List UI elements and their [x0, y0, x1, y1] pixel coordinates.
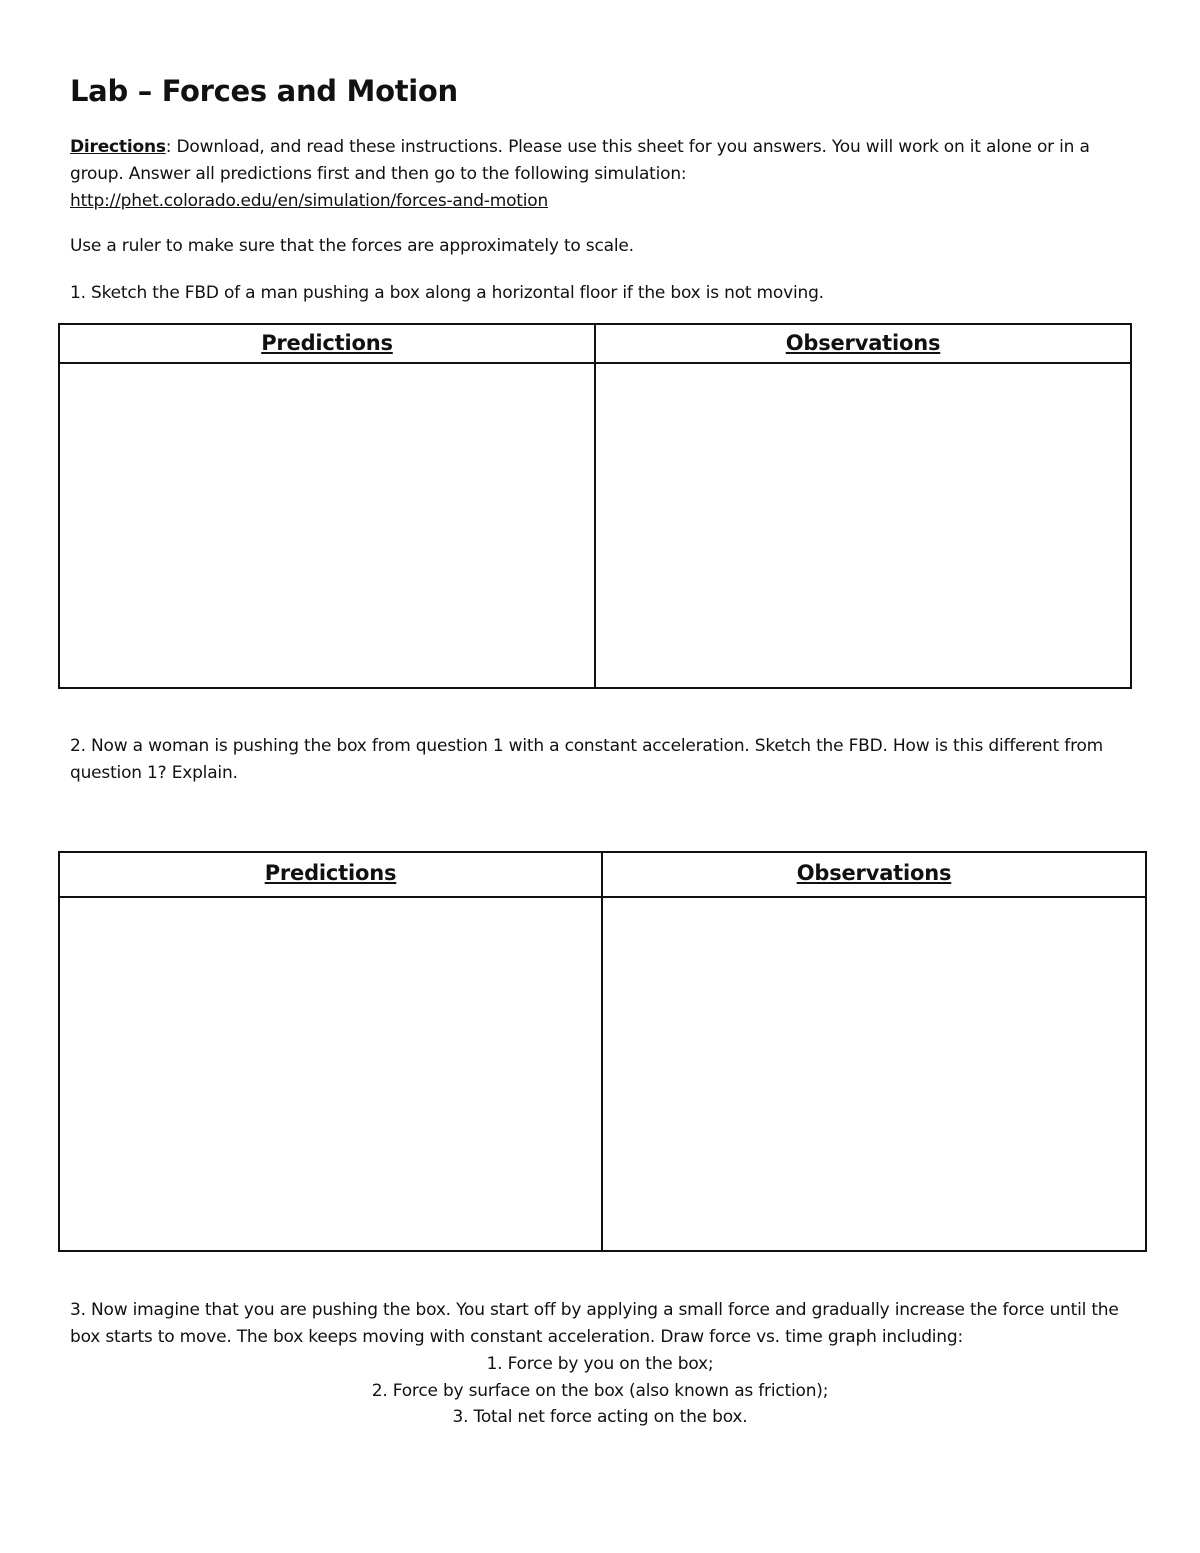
question-1-answer-table	[58, 323, 1132, 689]
predictions-answer-cell[interactable]	[60, 898, 601, 1250]
ruler-note: Use a ruler to make sure that the forces are approximately to scale.	[70, 236, 634, 256]
simulation-link[interactable]: http://phet.colorado.edu/en/simulation/forces-and-motion	[70, 191, 549, 211]
predictions-header: Predictions	[261, 331, 393, 355]
page-title: Lab – Forces and Motion	[70, 74, 458, 108]
directions-label: Directions	[70, 137, 166, 157]
question-1: 1. Sketch the FBD of a man pushing a box along a horizontal floor if the box is not moving.	[70, 283, 824, 303]
predictions-header: Predictions	[264, 861, 397, 885]
observations-answer-cell[interactable]	[603, 898, 1145, 1250]
list-item: 2. Force by surface on the box (also known as friction);	[371, 1380, 829, 1401]
directions-text: Download, and read these instructions. Please use this sheet for you answers. You will work on it alone or in a group. Answer all predictions first and then go to the following simulation:	[70, 137, 1090, 184]
list-item: 1. Force by you on the box;	[486, 1354, 714, 1374]
directions-colon: :	[165, 137, 172, 157]
observations-answer-cell[interactable]	[596, 364, 1130, 687]
observations-header: Observations	[785, 331, 941, 355]
question-3-item-list	[70, 1351, 1130, 1431]
question-3	[70, 1297, 1130, 1431]
observations-header: Observations	[796, 861, 952, 885]
list-item: 3. Total net force acting on the box.	[452, 1407, 748, 1427]
question-2: 2. Now a woman is pushing the box from question 1 with a constant acceleration. Sketch the FBD. How is this different from question 1? Explain.	[70, 736, 1104, 783]
directions-paragraph	[70, 134, 1140, 215]
question-3-text: 3. Now imagine that you are pushing the box. You start off by applying a small force and gradually increase the force until the box starts to move. The box keeps moving with constant acceleration. Draw force vs. time graph including:	[70, 1300, 1119, 1347]
predictions-answer-cell[interactable]	[60, 364, 594, 687]
question-2-answer-table	[58, 851, 1147, 1252]
